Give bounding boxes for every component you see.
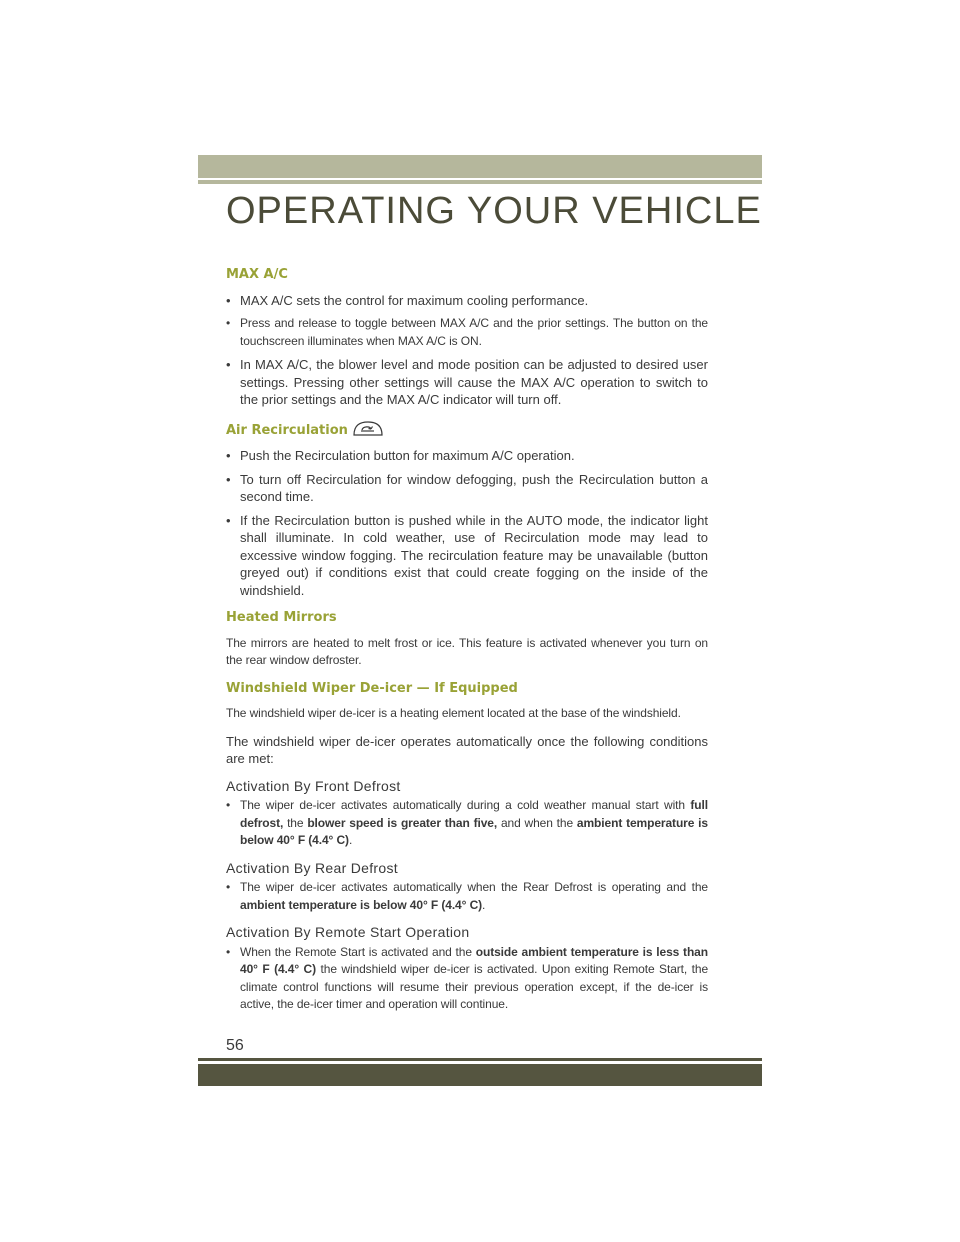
front-defrost-heading: Activation By Front Defrost bbox=[226, 777, 401, 794]
max-ac-list bbox=[226, 292, 708, 409]
list-item: • To turn off Recirculation for window defogging, push the Recirculation button a second time. bbox=[226, 471, 708, 506]
heated-mirrors-heading: Heated Mirrors bbox=[226, 610, 337, 625]
wiper-deicer-conditions: The windshield wiper de-icer operates automatically once the following conditions are met: bbox=[226, 733, 708, 766]
air-recirculation-list bbox=[226, 447, 708, 599]
list-item: • MAX A/C sets the control for maximum cooling performance. bbox=[226, 292, 708, 310]
air-recirculation-heading bbox=[226, 419, 708, 440]
heated-mirrors-text: The mirrors are heated to melt frost or ice. This feature is activated whenever you turn on the rear window defroster. bbox=[226, 635, 708, 667]
remote-start-heading: Activation By Remote Start Operation bbox=[226, 924, 470, 940]
list-item: • Push the Recirculation button for maximum A/C operation. bbox=[226, 447, 708, 465]
footer-bar bbox=[198, 1064, 762, 1086]
air-recirculation-heading-text: Air Recirculation bbox=[226, 422, 348, 438]
page-number: 56 bbox=[226, 1037, 244, 1054]
front-defrost-list bbox=[226, 797, 708, 850]
list-item: • Press and release to toggle between MAX A/C and the prior settings. The button on the touchscreen illuminates when MAX A/C is ON. bbox=[226, 315, 708, 350]
list-item: • If the Recirculation button is pushed while in the AUTO mode, the indicator light shall illuminate. In cold weather, use of Recirculation mode may lead to excessive window fogging. The recirculation feature may be unavailable (button greyed out) if conditions exist that could create fogging on the inside of the windshield. bbox=[226, 512, 708, 600]
list-item: • The wiper de-icer activates automatically during a cold weather manual start with full defrost, the blower speed is greater than five, and when the ambient temperature is below 40° F (4.4° C). bbox=[226, 797, 708, 850]
page-content bbox=[226, 266, 708, 1024]
list-item: • When the Remote Start is activated and the outside ambient temperature is less than 40° F (4.4° C) the windshield wiper de-icer is activated. Upon exiting Remote Start, the climate control functions will resume their previous operation except, if the de-icer is active, the de-icer timer and operation will continue. bbox=[226, 944, 708, 1014]
list-item: • In MAX A/C, the blower level and mode position can be adjusted to desired user settings. Pressing other settings will cause the MAX A/C operation to switch to the prior settings and the MAX A/C indicator will turn off. bbox=[226, 356, 708, 409]
recirculation-icon bbox=[350, 419, 386, 439]
rear-defrost-list bbox=[226, 879, 708, 914]
list-item: • The wiper de-icer activates automatically when the Rear Defrost is operating and the ambient temperature is below 40° F (4.4° C). bbox=[226, 879, 708, 914]
section-title: OPERATING YOUR VEHICLE bbox=[226, 190, 762, 232]
header-rule bbox=[198, 180, 762, 184]
header-bar bbox=[198, 155, 762, 178]
footer-rule bbox=[198, 1058, 762, 1061]
rear-defrost-heading: Activation By Rear Defrost bbox=[226, 859, 398, 876]
max-ac-heading: MAX A/C bbox=[226, 267, 288, 282]
remote-start-list bbox=[226, 944, 708, 1014]
wiper-deicer-heading: Windshield Wiper De-icer — If Equipped bbox=[226, 680, 518, 696]
wiper-deicer-description: The windshield wiper de-icer is a heating element located at the base of the windshield. bbox=[226, 706, 681, 720]
